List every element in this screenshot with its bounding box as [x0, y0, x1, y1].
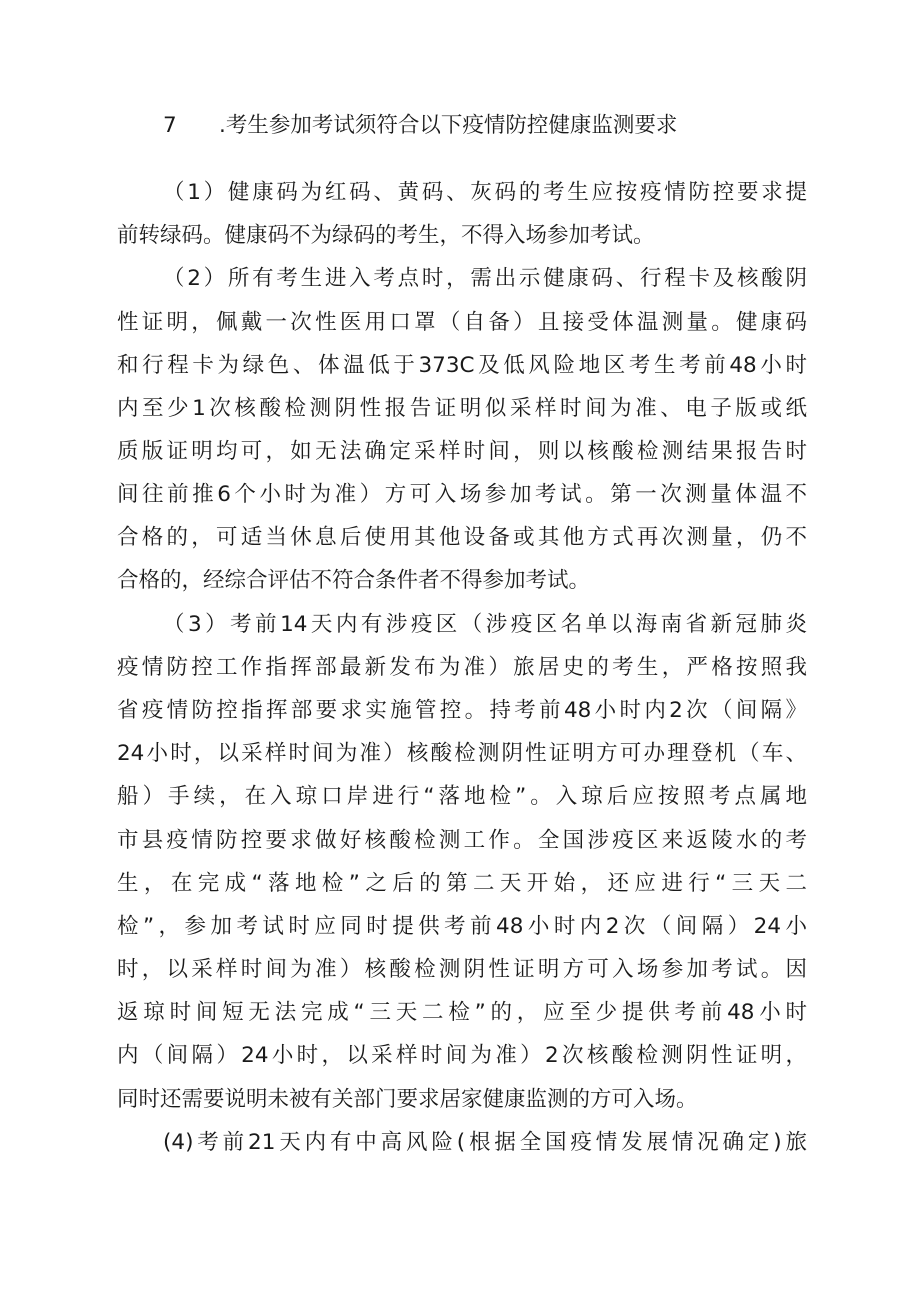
paragraph-3-line-4: 24小时，以采样时间为准）核酸检测阴性证明方可办理登机（车、 — [117, 741, 807, 766]
paragraph-2-line-4: 内至少1次核酸检测阴性报告证明似采样时间为准、电子版或纸 — [117, 396, 807, 421]
paragraph-3-line-11: 内（间隔）24小时，以采样时间为准）2次核酸检测阴性证明， — [117, 1043, 807, 1068]
paragraph-1-line-1: （1）健康码为红码、黄码、灰码的考生应按疫情防控要求提 — [163, 180, 807, 205]
paragraph-2-line-8: 合格的，经综合评估不符合条件者不得参加考试。 — [117, 568, 591, 593]
paragraph-3-line-8: 检”，参加考试时应同时提供考前48小时内2次（间隔）24小 — [117, 914, 807, 939]
paragraph-3-line-12: 同时还需要说明未被有关部门要求居家健康监测的方可入场。 — [117, 1087, 698, 1112]
paragraph-2-line-2: 性证明，佩戴一次性医用口罩（自备）且接受体温测量。健康码 — [117, 310, 807, 335]
paragraph-3-line-7: 生，在完成“落地检”之后的第二天开始，还应进行“三天二 — [117, 871, 807, 896]
section-title: .考生参加考试须符合以下疫情防控健康监测要求 — [219, 113, 678, 138]
paragraph-2-line-1: （2）所有考生进入考点时，需出示健康码、行程卡及核酸阴 — [163, 266, 807, 291]
paragraph-3-line-9: 时，以采样时间为准）核酸检测阴性证明方可入场参加考试。因 — [117, 957, 807, 982]
section-heading — [163, 110, 803, 142]
section-number: 7 — [163, 113, 177, 138]
paragraph-3-line-1: （3）考前14天内有涉疫区（涉疫区名单以海南省新冠肺炎 — [163, 612, 807, 637]
paragraph-3-line-5: 船）手续，在入琼口岸进行“落地检”。入琼后应按照考点属地 — [117, 784, 807, 809]
paragraph-1-line-2: 前转绿码。健康码不为绿码的考生，不得入场参加考试。 — [117, 223, 655, 248]
paragraph-3-line-6: 市县疫情防控要求做好核酸检测工作。全国涉疫区来返陵水的考 — [117, 828, 807, 853]
paragraph-4-line-1: (4)考前21天内有中高风险(根据全国疫情发展情况确定)旅 — [163, 1130, 807, 1155]
paragraph-2-line-3: 和行程卡为绿色、体温低于373C及低风险地区考生考前48小时 — [117, 353, 807, 378]
paragraph-3-line-2: 疫情防控工作指挥部最新发布为准）旅居史的考生，严格按照我 — [117, 655, 807, 680]
paragraph-2-line-5: 质版证明均可，如无法确定采样时间，则以核酸检测结果报告时 — [117, 439, 807, 464]
paragraph-2-line-6: 间往前推6个小时为准）方可入场参加考试。第一次测量体温不 — [117, 482, 807, 507]
paragraph-3-line-3: 省疫情防控指挥部要求实施管控。持考前48小时内2次（间隔》 — [117, 698, 807, 723]
paragraph-3-line-10: 返琼时间短无法完成“三天二检”的，应至少提供考前48小时 — [117, 1000, 807, 1025]
paragraph-2-line-7: 合格的，可适当休息后使用其他设备或其他方式再次测量，仍不 — [117, 525, 807, 550]
